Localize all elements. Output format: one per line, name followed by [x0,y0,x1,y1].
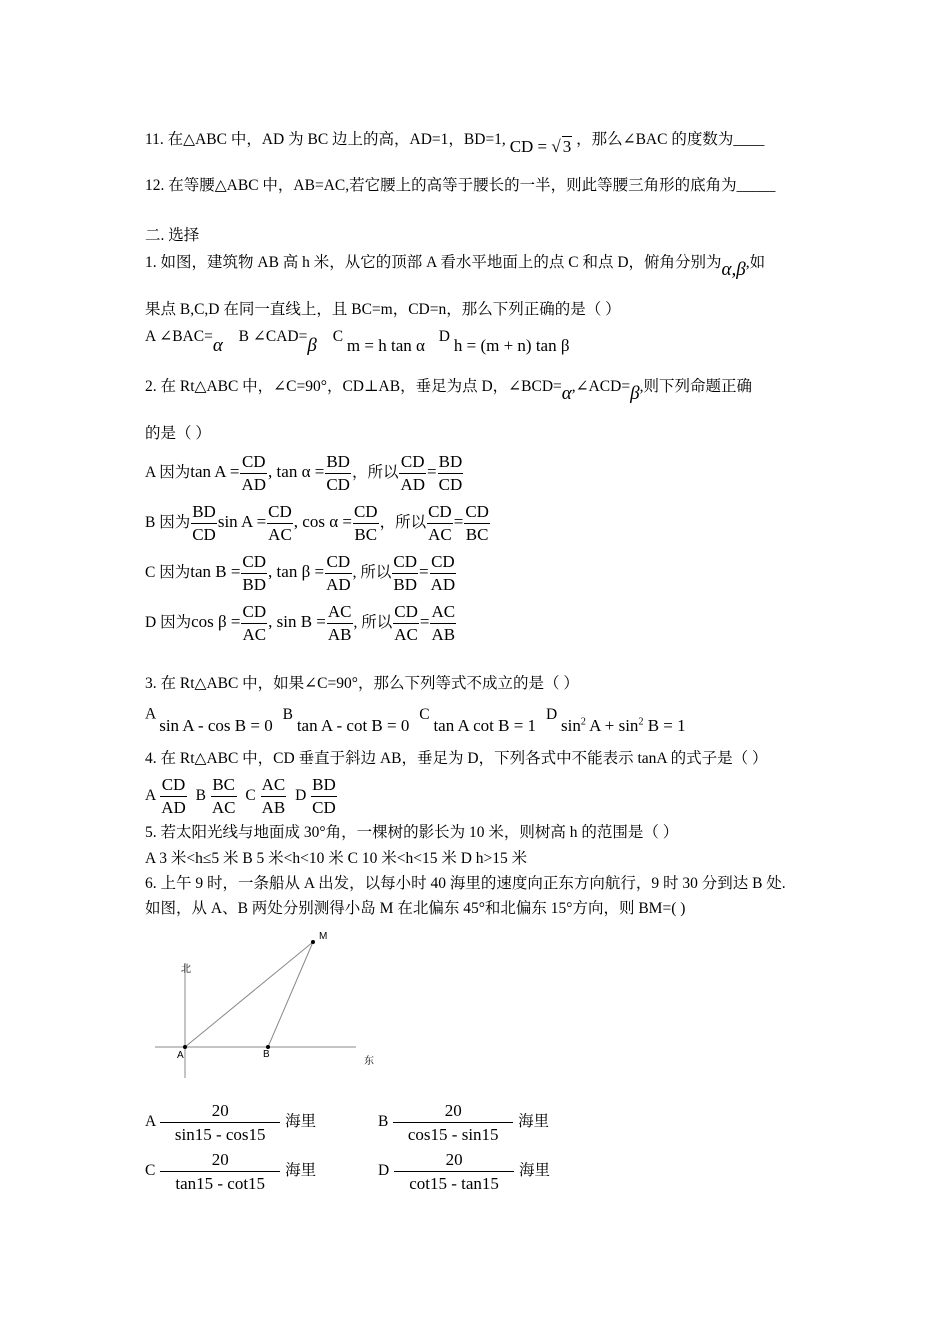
c2b-frac0 [191,501,217,546]
c2d-f2-num: AC [327,601,353,624]
c6-a-unit: 海里 [285,1113,317,1130]
c2d-f1-num: CD [241,601,267,624]
c6-d-unit: 海里 [518,1162,550,1179]
question-12 [145,176,775,196]
line-bm [268,942,313,1047]
c2c-f2-num: CD [325,551,352,574]
c2-beta: β [630,383,640,404]
choice-1-options [145,326,570,356]
c2b-frac3 [427,501,453,546]
c2d-f3-num: CD [393,601,419,624]
c2c-frac2 [325,551,352,596]
c6-d-num: 20 [394,1148,514,1172]
choice-2-option-a [145,450,464,496]
c2c-f4-den: AD [430,574,456,594]
c3-b-value: tan A - cot B = 0 [296,715,410,735]
c4-a-label: A [145,787,156,805]
c4-b-num: BC [211,774,237,797]
direction-figure [150,928,390,1078]
c2b-f2-num: CD [353,501,379,524]
q11-tail: ，那么∠BAC 的度数为____ [576,131,765,148]
c6-b-frac [393,1099,513,1146]
c6-b-label: B [378,1113,389,1130]
c2c-frac1 [241,551,267,596]
c2b-f4-num: CD [464,501,490,524]
c2a-f3-den: AD [400,474,426,494]
label-a: A [177,1050,184,1061]
c2-stem1a: 2. 在 Rt△ABC 中，∠C=90°，CD⊥AB，垂足为点 D，∠BCD= [145,378,562,395]
choice-5-stem: 5. 若太阳光线与地面成 30°角，一棵树的影长为 10 米，则树高 h 的范围是（ ） [145,824,679,841]
choice-6-option-b [378,1098,549,1146]
c3-c-label: C [419,705,430,723]
c1-stem1-tail: ,如 [745,254,766,271]
c2a-f1-num: CD [240,451,267,474]
c6-d-label: D [378,1162,390,1179]
choice-6-option-a [145,1098,316,1146]
choice-3-stem: 3. 在 Rt△ABC 中，如果∠C=90°，那么下列等式不成立的是（ ） [145,675,579,692]
c6-d-den: cot15 - tan15 [409,1173,499,1193]
c1-opt-d-value: h = (m + n) tan β [453,336,570,355]
question-11 [145,128,765,156]
c2a-t1: tan A = [190,462,240,481]
c4-a-den: AD [161,798,186,817]
c2c-f2-den: AD [326,574,351,594]
choice-6-option-d [378,1147,550,1195]
c6-a-label: A [145,1113,156,1130]
c6-a-num: 20 [160,1099,280,1123]
c1-opt-c: C [332,328,344,345]
q11-root: 3 [562,137,572,156]
c2d-so: , 所以 [353,614,393,631]
c2b-f2-den: BC [354,524,378,544]
c6-c-label: C [145,1162,156,1179]
c2c-f3-den: BD [393,574,418,594]
c2d-f4-den: AB [431,624,456,644]
c2b-frac1 [267,501,293,546]
c1-opt-b-value: β [307,335,317,356]
c4-c-frac [261,774,287,819]
c4-d-frac [311,774,337,819]
point-m [311,940,315,944]
c2d-t2: , sin B = [268,612,326,631]
c2b-pre: B 因为 [145,514,191,531]
c6-c-frac [160,1148,280,1195]
c3-d-sup1: 2 [580,716,586,727]
c3-d-v3: B = 1 [643,715,686,735]
c6-c-den: tan15 - cot15 [175,1173,266,1193]
line-am [185,942,313,1047]
c1-opt-a: A ∠BAC= [145,328,213,345]
q12-text: 12. 在等腰△ABC 中，AB=AC,若它腰上的高等于腰长的一半，则此等腰三角形的底角为_____ [145,177,776,194]
label-east: 东 [364,1056,374,1067]
c2b-f1-den: AC [268,524,292,544]
q11-equation: CD = √ 3 [509,137,572,156]
choice-2-stem-line1 [145,376,752,404]
c3-a-value: sin A - cos B = 0 [159,715,273,735]
choice-1-stem-line2: 果点 B,C,D 在同一直线上，且 BC=m，CD=n，那么下列正确的是（ ） [145,301,621,318]
choice-2-option-d [145,600,457,646]
c2b-so: ，所以 [379,514,427,531]
c2d-f2-den: AB [327,624,352,644]
c2c-f4-num: CD [430,551,457,574]
c4-d-label: D [295,787,307,805]
c1-stem1: 1. 如图，建筑物 AB 高 h 米，从它的顶部 A 看水平地面上的点 C 和点 D，俯角分别为 [145,254,722,271]
c2a-eq: = [427,462,437,481]
c2a-frac1 [240,451,267,496]
choice-6-stem-line1: 6. 上午 9 时，一条船从 A 出发，以每小时 40 海里的速度向正东方向航行，9 时 30 分到达 B 处. [145,875,786,892]
c2c-so: , 所以 [352,564,392,581]
c2a-f2-den: CD [326,474,350,494]
c6-a-den: sin15 - cos15 [174,1124,266,1144]
c3-d-value [561,716,686,735]
c6-c-unit: 海里 [285,1162,317,1179]
c2a-so: ，所以 [351,464,399,481]
c2b-f0-num: BD [191,501,217,524]
c6-d-frac [394,1148,514,1195]
c2a-f1-den: AD [241,474,267,494]
c6-b-den: cos15 - sin15 [407,1124,499,1144]
c2a-f4-den: CD [438,474,463,494]
c2d-eq: = [419,612,430,631]
choice-3-options [145,700,686,735]
label-b: B [263,1049,270,1060]
c6-b-num: 20 [393,1099,513,1123]
c2-alpha: α [561,383,572,404]
c4-b-frac [211,774,237,819]
c4-d-den: CD [312,798,336,817]
c2-stem1b: ,∠ACD= [571,378,631,395]
c2c-f3-num: CD [392,551,418,574]
c2b-f4-den: BC [465,524,489,544]
c4-c-num: AC [261,774,287,797]
c2b-f0-den: CD [192,524,216,544]
choice-5-options: A 3 米<h≤5 米 B 5 米<h<10 米 C 10 米<h<15 米 D h>15 米 [145,850,528,867]
choice-6-stem-line2: 如图，从 A、B 两处分别测得小岛 M 在北偏东 45°和北偏东 15°方向，则 BM=( ) [145,900,686,917]
c2b-f3-num: CD [427,501,453,524]
c2a-f3-num: CD [399,451,426,474]
c1-opt-b: B ∠CAD= [238,328,308,345]
c2b-frac4 [464,501,490,546]
c4-d-num: BD [311,774,337,797]
c4-b-label: B [195,787,206,805]
c4-b-den: AC [211,798,236,817]
choice-4-options [145,774,338,819]
choice-2-stem-line2: 的是（ ） [145,425,211,442]
c2c-f1-den: BD [242,574,267,594]
c2d-f3-den: AC [394,624,418,644]
c3-d-v2: A + sin [585,715,639,735]
c2a-f4-num: BD [438,451,464,474]
choice-6-option-c [145,1147,316,1195]
c2b-t2: , cos α = [293,512,352,531]
c2b-f3-den: AC [428,524,452,544]
c4-a-num: CD [160,774,187,797]
c2d-frac2 [327,601,353,646]
c3-d-sup2: 2 [638,716,644,727]
section-title: 二. 选择 [145,227,200,244]
c4-c-den: AB [261,798,286,817]
c4-c-label: C [245,787,256,805]
c3-d-label: D [545,705,558,723]
c2b-frac2 [353,501,379,546]
c1-opt-c-value: m = h tan α [346,336,425,355]
q11-eq-lhs: CD = [509,137,552,156]
c3-a-label: A [145,705,156,723]
choice-2-option-c [145,550,457,596]
choice-4-stem: 4. 在 Rt△ABC 中，CD 垂直于斜边 AB，垂足为 D，下列各式中不能表示 tanA 的式子是（ ） [145,750,768,767]
c2-stem1c: ,则下列命题正确 [639,378,752,395]
c2d-frac1 [241,601,267,646]
c2c-frac3 [392,551,418,596]
c6-c-num: 20 [160,1148,280,1172]
c2c-f1-num: CD [241,551,267,574]
c2a-frac3 [399,451,426,496]
label-m: M [319,931,328,942]
choice-1-stem-line1 [145,252,766,280]
c2c-eq: = [419,562,429,581]
c6-a-frac [160,1099,280,1146]
c2d-t1: cos β = [191,612,241,631]
c2c-t1: tan B = [190,562,241,581]
c3-d-v1: sin [561,715,581,735]
label-north: 北 [181,964,191,975]
q11-text: 11. 在△ABC 中，AD 为 BC 边上的高，AD=1，BD=1, [145,131,506,148]
c1-opt-d: D [438,328,450,345]
point-a [183,1045,187,1049]
c1-opt-a-value: α [212,335,223,356]
c3-c-value: tan A cot B = 1 [433,715,537,735]
c2a-f2-num: BD [325,451,351,474]
c2c-frac4 [430,551,457,596]
c2d-pre: D 因为 [145,614,192,631]
c2b-f1-num: CD [267,501,293,524]
c2a-t2: , tan α = [268,462,325,481]
c3-b-label: B [282,705,293,723]
c4-a-frac [160,774,187,819]
c2d-frac3 [393,601,419,646]
c1-angles: α,β [721,259,746,280]
c2b-eq: = [453,512,464,531]
choice-2-option-b [145,500,491,546]
c6-b-unit: 海里 [518,1113,550,1130]
c2a-frac4 [438,451,464,496]
c2a-pre: A 因为 [145,464,191,481]
c2a-frac2 [325,451,351,496]
c2d-frac4 [430,601,456,646]
c2d-f1-den: AC [242,624,267,644]
c2c-pre: C 因为 [145,564,191,581]
c2c-t2: , tan β = [268,562,325,581]
c2d-f4-num: AC [430,601,456,624]
c2b-t1: sin A = [217,512,267,531]
